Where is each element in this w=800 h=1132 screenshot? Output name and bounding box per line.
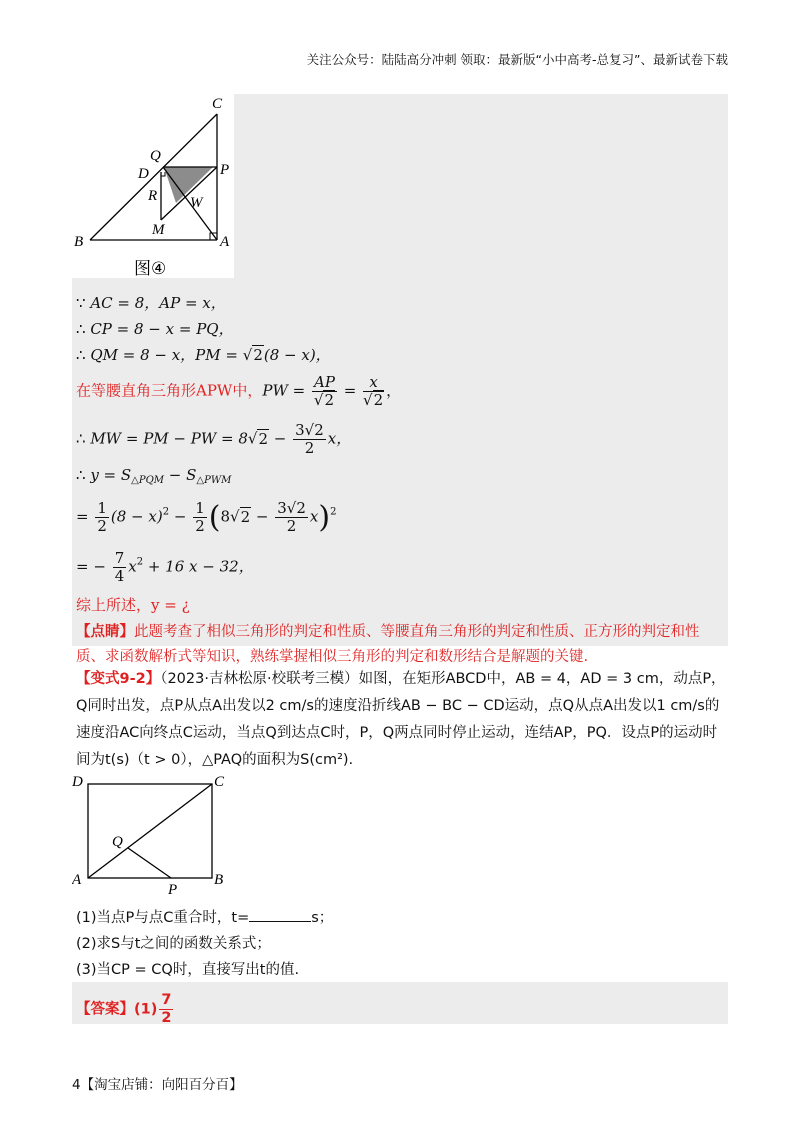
label-d: D (138, 166, 149, 182)
solution-line-8: = − $\frac{7}{4}$ $x^2 + 16$ x − 32， (76, 549, 254, 585)
solution-line-3: ∴ QM = 8 − x，PM = √2(8 − x)， (76, 346, 331, 364)
answer-blank[interactable] (249, 909, 311, 922)
label-b2: B (214, 872, 224, 888)
label-p: P (220, 162, 230, 178)
label-m: M (152, 222, 165, 238)
figure-caption: 图④ (134, 259, 167, 278)
label-w: W (190, 195, 203, 211)
page-header: 关注公众号：陆陆高分冲刺 领取：最新版“小中高考-总复习”、最新试卷下载 (306, 52, 728, 67)
comment-note: 【点睛】此题考查了相似三角形的判定和性质、等腰直角三角形的判定和性质、正方形的判定和性质、求函数解析式等知识，熟练掌握相似三角形的判定和数形结合是解题的关键. (76, 624, 700, 665)
label-a: A (220, 234, 230, 250)
shaded-triangle (164, 167, 213, 203)
question-2: (2)求S与t之间的函数关系式； (76, 936, 271, 952)
label-b: B (74, 234, 84, 250)
label-d2: D (72, 774, 83, 790)
solution-conclusion: 综上所述，y = ¿ (76, 596, 190, 614)
label-q2: Q (112, 834, 123, 850)
figure-rectangle-diagram (72, 770, 242, 895)
solution-line-1: ∵ AC = 8，AP = x， (76, 294, 226, 312)
figure-4 (72, 94, 234, 278)
solution-line-4: 在等腰直角三角形APW中，PW = $\frac{AP}{√2}$ = $\frac{x}{√2}$ ， (76, 373, 402, 409)
answer-box: 【答案】(1) $\frac{7}{2}$ (72, 982, 728, 1024)
label-c: C (212, 96, 223, 112)
question-1: (1)当点P与点C重合时，t= s； (76, 910, 334, 926)
solution-line-6: ∴ $y = S_{\triangle PQM} - S_{\triangle PWM}$ (76, 466, 232, 486)
page-footer: 4【淘宝店铺：向阳百分百】 (72, 1077, 243, 1093)
solution-line-5: ∴ MW = PM − PW = 8√2 − $\frac{3√2}{2}$ x， (76, 421, 352, 457)
label-q: Q (150, 148, 161, 164)
solution-line-7: = $\frac{1}{2}$ $(8 - x)^2$ − $\frac{1}{2}$ (8√2 − $\frac{3√2}{2}$ x)$^2$ (76, 499, 337, 535)
label-a2: A (72, 872, 82, 888)
label-r: R (148, 188, 158, 204)
problem-statement: 【变式9-2】（2023·吉林松原·校联考三模）如图，在矩形ABCD中，AB = 4，AD = 3 cm，动点P，Q同时出发，点P从点A出发以2 cm/s的速度沿折线AB − BC − CD运动，点Q从点A出发以1 cm/s的速度沿AC向终点C运动，当点Q到达点C时，P，Q两点同时停止运动，连结AP，PQ．设点P的运动时间为t(s)（t > 0），△PAQ的面积为S(cm²). (76, 671, 726, 768)
label-c2: C (214, 774, 225, 790)
solution-line-2: ∴ CP = 8 − x = PQ， (76, 320, 234, 338)
figure-rectangle (72, 770, 242, 899)
figure-4-diagram (72, 94, 234, 278)
question-3: (3)当CP = CQ时，直接写出t的值. (76, 962, 300, 978)
label-p2: P (168, 882, 178, 895)
